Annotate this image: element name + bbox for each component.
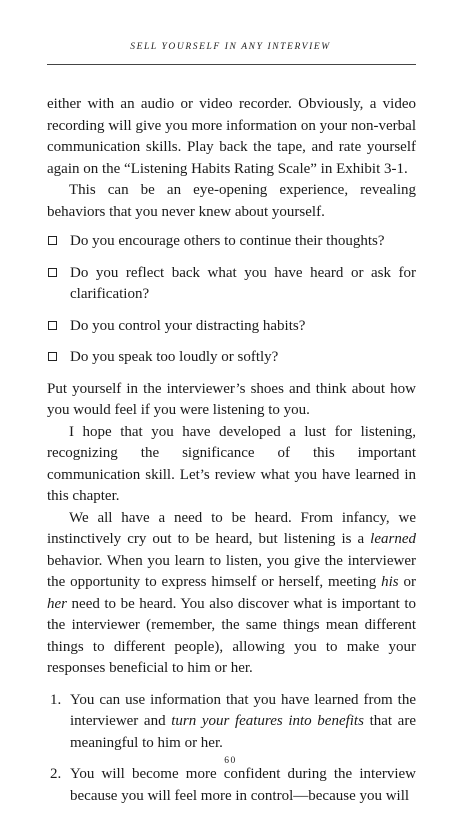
- item-number: 1.: [50, 691, 62, 708]
- checkbox-icon: [48, 268, 57, 277]
- checklist-item: [47, 231, 416, 253]
- emphasis-his: his: [381, 574, 399, 590]
- checkbox-icon: [48, 321, 57, 330]
- numbered-list: [47, 690, 416, 808]
- page-number: 60: [224, 756, 237, 766]
- checkbox-icon: [48, 352, 57, 361]
- running-head: SELL YOURSELF IN ANY INTERVIEW: [130, 42, 331, 52]
- paragraph-2: This can be an eye-opening experience, revealing behaviors that you never knew about yourself.: [47, 182, 416, 220]
- paragraph-4: I hope that you have developed a lust for listening, recognizing the significance of this important communication skill. Let’s review what you have learned in this chapter.: [47, 423, 416, 504]
- checklist: [47, 231, 416, 369]
- paragraph-3: Put yourself in the interviewer’s shoes and think about how you would feel if you were listening to you.: [47, 380, 416, 418]
- checklist-item: [47, 316, 416, 338]
- checkbox-icon: [48, 236, 57, 245]
- checklist-item-text: Do you reflect back what you have heard or ask for clarification?: [70, 264, 416, 302]
- checklist-item: [47, 263, 416, 306]
- checklist-item-text: Do you encourage others to continue their thoughts?: [70, 233, 385, 249]
- paragraph-5: We all have a need to be heard. From infancy, we instinctively cry out to be heard, but listening is a learned behavior. When you learn to listen, you give the interviewer the opportunity to express himself or herself, meeting his or her need to be heard. You also discover what is important to the interviewer (remember, the same things mean different things to different people), allowing you to make your responses beneficial to him or her.: [47, 509, 417, 676]
- paragraph-1: either with an audio or video recorder. Obviously, a video recording will give you more information on your non-verbal communication skills. Play back the tape, and rate yourself again on the “Listening Habits Rating Scale” in Exhibit 3-1.: [47, 96, 416, 177]
- checklist-item-text: Do you speak too loudly or softly?: [70, 349, 279, 365]
- emphasis-phrase: turn your features into benefits: [171, 713, 364, 729]
- emphasis-learned: learned: [370, 531, 416, 547]
- emphasis-her: her: [47, 595, 67, 612]
- page-body: [47, 94, 416, 817]
- checklist-item: [47, 347, 416, 369]
- checklist-item-text: Do you control your distracting habits?: [70, 317, 306, 334]
- numbered-item: 2. You will become more confident during the interview because you will feel more in control—because you will: [50, 766, 416, 804]
- numbered-item: 1. You can use information that you have learned from the interviewer and turn your features into benefits that are meaningful to him or her.: [50, 691, 416, 751]
- item-number: 2.: [50, 766, 62, 782]
- header-rule: [47, 64, 416, 65]
